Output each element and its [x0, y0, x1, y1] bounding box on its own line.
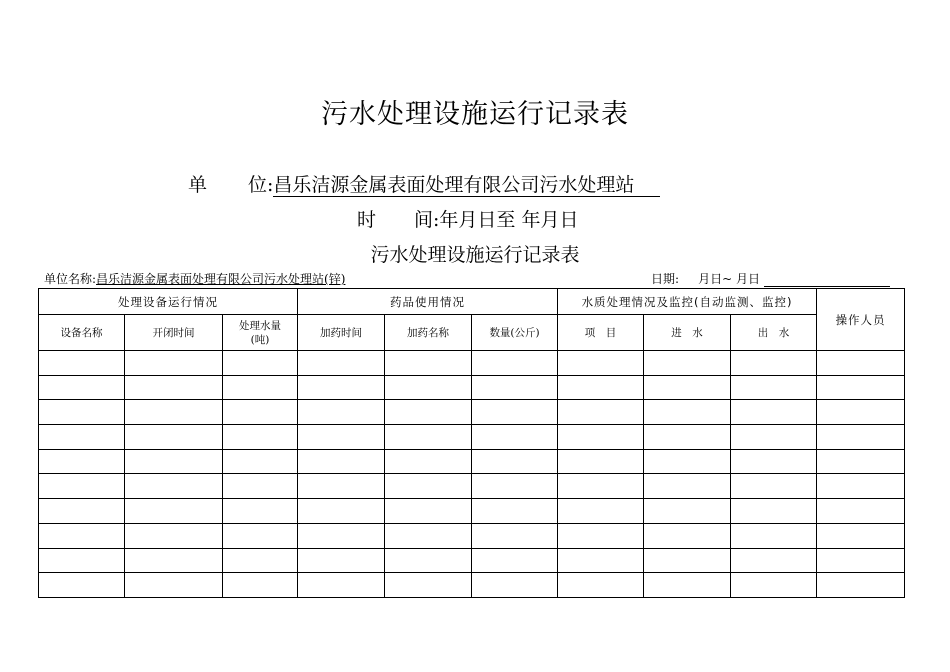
cell[interactable] [558, 425, 644, 450]
cell[interactable] [125, 499, 223, 524]
cell[interactable] [558, 548, 644, 573]
main-title: 污水处理设施运行记录表 [321, 99, 629, 130]
cell[interactable] [817, 523, 905, 548]
cell[interactable] [644, 548, 731, 573]
cell[interactable] [385, 351, 472, 376]
cell[interactable] [298, 474, 385, 499]
cell[interactable] [223, 548, 298, 573]
cell[interactable] [731, 400, 817, 425]
cell[interactable] [385, 573, 472, 598]
time-label-2: 间: [414, 209, 440, 231]
cell[interactable] [472, 474, 558, 499]
unit-line [188, 170, 660, 197]
cell[interactable] [39, 425, 125, 450]
cell[interactable] [644, 375, 731, 400]
cell[interactable] [558, 400, 644, 425]
cell[interactable] [385, 499, 472, 524]
col-chemical-name: 加药名称 [385, 315, 472, 351]
operation-log-table [38, 288, 905, 598]
col-quantity: 数量(公斤) [472, 315, 558, 351]
cell[interactable] [731, 351, 817, 376]
cell[interactable] [385, 400, 472, 425]
cell[interactable] [385, 474, 472, 499]
unit-name-value: 昌乐洁源金属表面处理有限公司污水处理站(锌) [96, 272, 346, 286]
cell[interactable] [298, 523, 385, 548]
cell[interactable] [223, 351, 298, 376]
col-item: 项 目 [558, 315, 644, 351]
col-dosing-time: 加药时间 [298, 315, 385, 351]
cell[interactable] [385, 425, 472, 450]
cell[interactable] [644, 351, 731, 376]
cell[interactable] [644, 499, 731, 524]
cell[interactable] [39, 523, 125, 548]
table-row [39, 375, 905, 400]
cell[interactable] [558, 573, 644, 598]
cell[interactable] [39, 474, 125, 499]
cell[interactable] [558, 449, 644, 474]
cell[interactable] [731, 425, 817, 450]
unit-name-label: 单位名称: [44, 272, 97, 286]
date-value: 月日~ 月日 [698, 272, 760, 286]
cell[interactable] [558, 351, 644, 376]
table-row [39, 523, 905, 548]
cell[interactable] [39, 548, 125, 573]
cell[interactable] [472, 351, 558, 376]
cell[interactable] [817, 400, 905, 425]
cell[interactable] [39, 449, 125, 474]
cell[interactable] [731, 573, 817, 598]
cell[interactable] [817, 548, 905, 573]
cell[interactable] [644, 474, 731, 499]
cell[interactable] [298, 573, 385, 598]
cell[interactable] [223, 375, 298, 400]
cell[interactable] [223, 573, 298, 598]
meta-row [44, 270, 904, 288]
cell[interactable] [223, 449, 298, 474]
cell[interactable] [223, 400, 298, 425]
cell[interactable] [731, 548, 817, 573]
table-row [39, 425, 905, 450]
cell[interactable] [731, 499, 817, 524]
cell[interactable] [39, 351, 125, 376]
cell[interactable] [298, 400, 385, 425]
cell[interactable] [817, 449, 905, 474]
cell[interactable] [731, 523, 817, 548]
date-label: 日期: [651, 272, 680, 286]
table-row [39, 573, 905, 598]
col-inlet: 进 水 [644, 315, 731, 351]
group-equipment-header: 处理设备运行情况 [39, 289, 298, 315]
unit-name-field [44, 270, 345, 287]
cell[interactable] [472, 499, 558, 524]
cell[interactable] [472, 573, 558, 598]
cell[interactable] [125, 351, 223, 376]
sub-title: 污水处理设施运行记录表 [370, 244, 580, 266]
cell[interactable] [39, 573, 125, 598]
cell[interactable] [558, 523, 644, 548]
cell[interactable] [644, 523, 731, 548]
cell[interactable] [125, 548, 223, 573]
cell[interactable] [472, 523, 558, 548]
time-line [357, 205, 578, 232]
cell[interactable] [558, 474, 644, 499]
cell[interactable] [817, 425, 905, 450]
table-row [39, 400, 905, 425]
cell[interactable] [125, 375, 223, 400]
cell[interactable] [298, 449, 385, 474]
cell[interactable] [298, 351, 385, 376]
cell[interactable] [472, 400, 558, 425]
cell[interactable] [39, 400, 125, 425]
col-open-close-time: 开闭时间 [125, 315, 223, 351]
table-row [39, 449, 905, 474]
cell[interactable] [817, 375, 905, 400]
cell[interactable] [223, 523, 298, 548]
time-label-1: 时 [357, 209, 377, 231]
time-value: 年月日至 年月日 [439, 209, 579, 231]
cell[interactable] [472, 425, 558, 450]
cell[interactable] [731, 449, 817, 474]
cell[interactable] [558, 499, 644, 524]
cell[interactable] [817, 573, 905, 598]
cell[interactable] [644, 449, 731, 474]
cell[interactable] [472, 548, 558, 573]
cell[interactable] [298, 375, 385, 400]
group-water-quality-header: 水质处理情况及监控(自动监测、监控) [558, 289, 817, 315]
date-blank-line [764, 274, 890, 287]
cell[interactable] [125, 523, 223, 548]
cell[interactable] [644, 400, 731, 425]
table-row [39, 474, 905, 499]
cell[interactable] [472, 449, 558, 474]
cell[interactable] [298, 425, 385, 450]
cell[interactable] [644, 425, 731, 450]
cell[interactable] [385, 548, 472, 573]
cell[interactable] [472, 375, 558, 400]
cell[interactable] [817, 474, 905, 499]
cell[interactable] [39, 499, 125, 524]
cell[interactable] [125, 400, 223, 425]
cell[interactable] [298, 548, 385, 573]
treated-volume-unit: (吨) [250, 333, 270, 346]
cell[interactable] [385, 449, 472, 474]
cell[interactable] [39, 375, 125, 400]
group-chemicals-header: 药品使用情况 [298, 289, 558, 315]
treated-volume-label: 处理水量 [239, 319, 282, 332]
cell[interactable] [644, 573, 731, 598]
cell[interactable] [223, 474, 298, 499]
cell[interactable] [817, 499, 905, 524]
cell[interactable] [125, 573, 223, 598]
operator-header: 操作人员 [817, 289, 905, 351]
cell[interactable] [817, 351, 905, 376]
cell[interactable] [558, 375, 644, 400]
col-equipment-name: 设备名称 [39, 315, 125, 351]
cell[interactable] [385, 523, 472, 548]
cell[interactable] [298, 499, 385, 524]
cell[interactable] [385, 375, 472, 400]
date-field [651, 270, 890, 287]
unit-value: 昌乐洁源金属表面处理有限公司污水处理站 [273, 174, 660, 197]
cell[interactable] [223, 499, 298, 524]
cell[interactable] [731, 375, 817, 400]
table-row [39, 548, 905, 573]
col-outlet: 出 水 [731, 315, 817, 351]
cell[interactable] [125, 474, 223, 499]
cell[interactable] [731, 474, 817, 499]
cell[interactable] [223, 425, 298, 450]
unit-label-2: 位: [248, 174, 274, 196]
table-row [39, 351, 905, 376]
cell[interactable] [125, 425, 223, 450]
cell[interactable] [125, 449, 223, 474]
unit-label-1: 单 [188, 174, 208, 196]
col-treated-volume [223, 315, 298, 351]
table-row [39, 499, 905, 524]
